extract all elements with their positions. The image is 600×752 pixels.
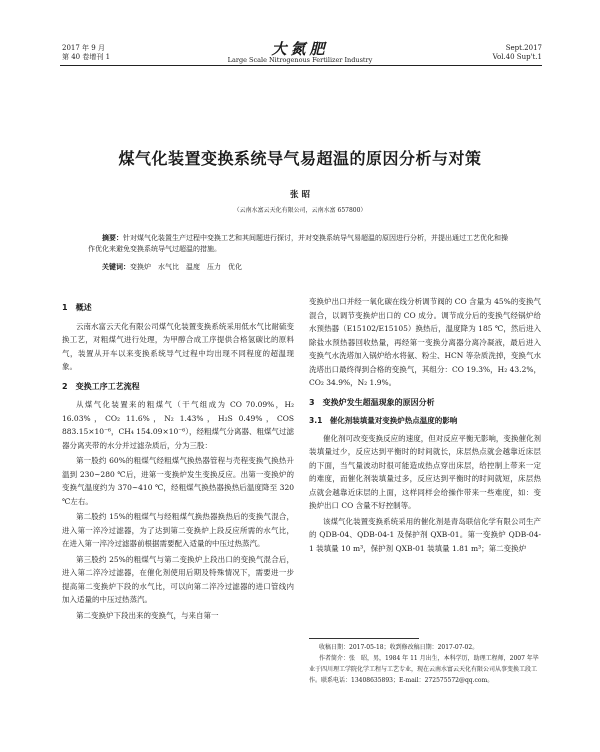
- paper-title: 煤气化装置变换系统导气易超温的原因分析与对策: [118, 149, 482, 168]
- paragraph: 第二变换炉下段出来的变换气，与来自第一: [76, 610, 219, 620]
- left-column: [62, 295, 294, 624]
- paragraph: 从煤气化装置来的粗煤气（干气组成为 CO 70.09%，H₂ 16.03%，CO₂ 11.6%，N₂ 1.43%，H₂S 0.49%，COS 883.15×10⁻⁶，CH₄ 154.09×10⁻⁶），经粗煤气分离器、粗煤气过滤器分离夹带的水分并过滤杂质后，分为三股：: [62, 400, 294, 450]
- header-rule: [60, 65, 542, 66]
- keywords-text: 变换炉 水气比 温度 压力 优化: [130, 263, 242, 271]
- keywords: [102, 262, 522, 272]
- footnote-bio: 作者简介：张 昭，男，1984 年 11 月出生，本科学历，助理工程师，2007 年毕业于四川理工学院化学工程与工艺专业，现在云南水富云天化有限公司从事变换工段工作。联系电话：13408635893；E-mail：272575572@qq.com。: [309, 655, 539, 684]
- footnote-rule: [309, 638, 419, 639]
- footnote-received: 收稿日期：2017-05-18；收到修改稿日期：2017-07-02。: [319, 644, 479, 651]
- header-date-cn: 2017 年 9 月: [62, 44, 105, 52]
- section-3-1-heading: 3.1 催化剂装填量对变换炉热点温度的影响: [309, 416, 458, 425]
- abstract-label: 摘要：: [102, 233, 123, 242]
- header-volume-cn: 第 40 卷增刊 1: [62, 53, 111, 61]
- right-column: [309, 295, 541, 557]
- header-volume-en: Vol.40 Sup't.1: [492, 53, 542, 61]
- paragraph: 变换炉出口并经一氧化碳在线分析调节阀的 CO 含量为 45%的变换气混合，以调节变换炉出口的 CO 成分。调节成分后的变换气经锅炉给水预热器（E15102/E15105）换热后，温度降为 185 ℃，然后进入除盐水预热器回收热量，再经第一变换分离器分离冷凝液，最后进入变换气水洗塔加入锅炉给水将氨、粉尘、HCN 等杂质洗掉，变换气水洗塔出口最终得到合格的变换气，其组分：CO 19.3%，H₂ 43.2%，CO₂ 34.9%，N₂ 1.9%。: [309, 297, 541, 387]
- header-date-en: Sept.2017: [505, 44, 542, 52]
- affiliation: （云南水富云天化有限公司，云南水富 657800）: [233, 207, 367, 214]
- journal-subtitle: Large Scale Nitrogenous Fertilizer Industry: [227, 56, 373, 64]
- paragraph: 第二股约 15%的粗煤气与经粗煤气换热器换热后的变换气混合，进入第一淬冷过滤器，为了达到第二变换炉上段反应所需的水气比，在进入第一淬冷过滤器前根据需要配入适量的中压过热蒸汽。: [62, 512, 294, 548]
- section-2-heading: 2 变换工序工艺流程: [62, 381, 140, 391]
- keywords-label: 关键词：: [102, 262, 130, 271]
- abstract-text: 针对煤气化装置生产过程中变换工艺和其间题进行探讨，并对变换系统导气易超温的原因进行分析，并提出通过工艺优化和操作优化来避免变换系统导气过超温的措施。: [88, 234, 508, 253]
- paragraph: 第一股约 60%的粗煤气经粗煤气换热器管程与壳程变换气换热升温到 230~280 ℃后，进第一变换炉发生变换反应。出第一变换炉的变换气温度约为 370~410 ℃，经粗煤气换热器换热后温度降至 320 ℃左右。: [62, 456, 294, 506]
- journal-logo: 大氮肥: [271, 40, 329, 58]
- page-header: [0, 0, 600, 64]
- paragraph: 催化剂可改变变换反应的速度，但对反应平衡无影响，变换催化剂装填量过少，反应达到平衡时的时间就长，床层热点就会越靠近床层的下面，当气量波动时很可能造成热点穿出床层，给控制上带来一定的难度，而催化剂装填量过多，反应达到平衡时的时间就短，床层热点就会越靠近床层的上面，这样同样会给操作带来一些难度，如：变换炉出口 CO 含量不好控制等。: [309, 433, 541, 510]
- section-1-heading: 1 概述: [62, 303, 92, 312]
- paragraph: 第三股约 25%的粗煤气与第二变换炉上段出口的变换气混合后，进入第二淬冷过滤器，在催化剂使用后期及特殊情况下，需要进一步提高第二变换炉下段的水气比，可以向第二淬冷过滤器的进口管线内加入适量的中压过热蒸汽。: [62, 554, 294, 604]
- header-right: [493, 44, 542, 62]
- paragraph: 该煤气化装置变换系统采用的催化剂是青岛联信化学有限公司生产的 QDB-04、QDB-04-1 及保护剂 QXB-01。第一变换炉 QDB-04-1 装填量 10 m³，保护剂 QXB-01 装填量 1.81 m³；第二变换炉: [309, 516, 541, 553]
- footnote: [309, 642, 541, 686]
- author: 张 昭: [290, 190, 310, 200]
- abstract: [88, 232, 514, 255]
- section-3-heading: 3 变换炉发生超温现象的原因分析: [309, 397, 435, 407]
- paragraph: 云南水富云天化有限公司煤气化装置变换系统采用低水气比耐硫变换工艺，对粗煤气进行处理，为甲醇合成工序提供合格氢碳比的原料气，装置从开车以来变换系统导气过程中均出现不同程度的超温现象。: [62, 321, 294, 371]
